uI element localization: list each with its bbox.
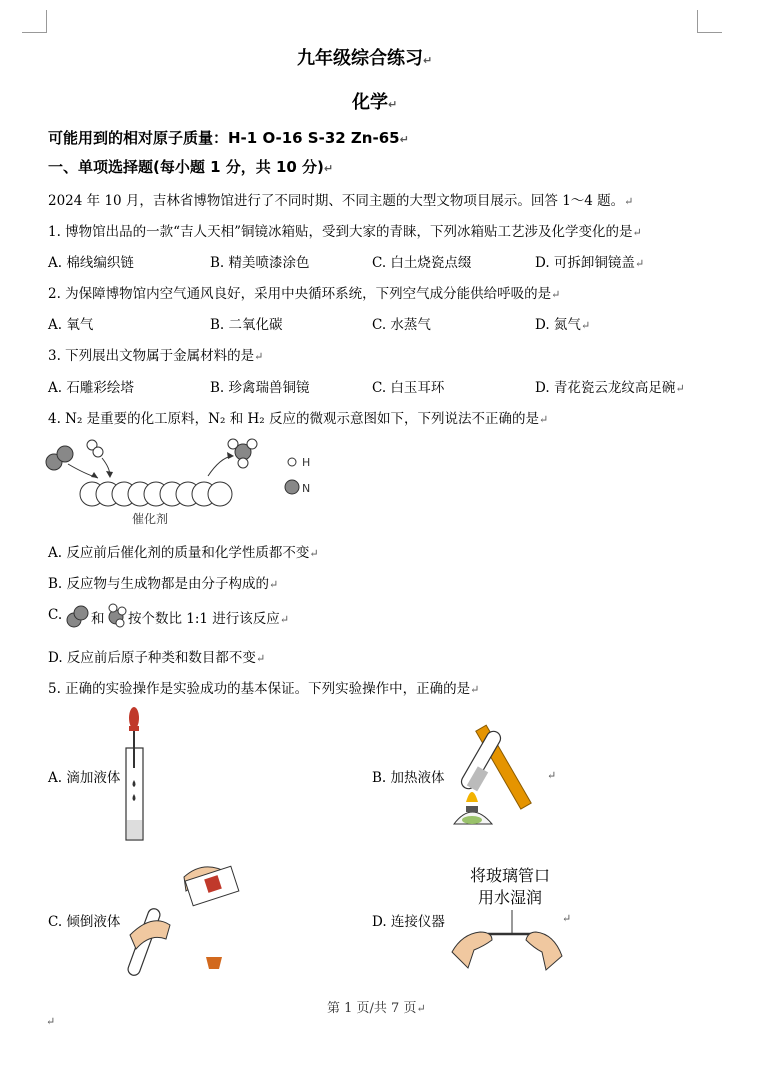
question-1-option-a: A. 棉线编织链 <box>48 255 134 271</box>
question-3-stem: 3. 下列展出文物属于金属材料的是↵ <box>48 348 264 364</box>
heating-illustration <box>452 718 552 830</box>
atomic-masses-line: 可能用到的相对原子质量：H-1 O-16 S-32 Zn-65↵ <box>48 129 409 147</box>
reaction-diagram <box>40 436 340 531</box>
crop-mark-top-right <box>697 10 722 33</box>
intro-text: 2024 年 10 月，吉林省博物馆进行了不同时期、不同主题的大型文物项目展示。回答 1～4 题。↵ <box>48 193 634 209</box>
question-3-option-a: A. 石雕彩绘塔 <box>48 380 134 396</box>
catalyst-surface <box>80 482 232 506</box>
section-heading: 一、单项选择题(每小题 1 分，共 10 分)↵ <box>48 158 334 176</box>
question-5-figure-d-caption-2: 用水湿润 <box>478 888 543 907</box>
question-2-option-d: D. 氮气↵ <box>535 317 591 333</box>
question-5-option-b: B. 加热液体 <box>372 770 445 786</box>
subject-title: 化学↵ <box>352 92 398 113</box>
pouring-illustration <box>128 855 248 980</box>
question-4-option-b: B. 反应物与生成物都是由分子构成的↵ <box>48 576 279 592</box>
n2-molecule-icon <box>66 605 90 627</box>
question-5-figure-d-caption-1: 将玻璃管口 <box>470 866 551 885</box>
question-4-option-c-and: 和 <box>91 611 105 627</box>
question-2-option-a: A. 氧气 <box>48 317 94 333</box>
catalyst-label: 催化剂 <box>132 512 169 526</box>
question-4-stem: 4. N₂ 是重要的化工原料，N₂ 和 H₂ 反应的微观示意图如下，下列说法不正确的是↵ <box>48 411 549 427</box>
end-mark: ↵ <box>46 1015 56 1028</box>
question-5-option-b-mark: ↵ <box>547 769 557 782</box>
h2-molecule <box>87 440 103 457</box>
question-3-option-c: C. 白玉耳环 <box>372 380 445 396</box>
page-footer: 第 1 页/共 7 页↵ <box>327 1001 426 1016</box>
question-5-option-d-mark: ↵ <box>562 912 572 925</box>
page-title: 九年级综合练习↵ <box>297 48 433 69</box>
nh3-molecule-icon <box>106 603 128 627</box>
crop-mark-top-left <box>22 10 47 33</box>
question-5-option-a: A. 滴加液体 <box>48 770 121 786</box>
question-5-option-c: C. 倾倒液体 <box>48 914 121 930</box>
question-1-option-d: D. 可拆卸铜镜盖↵ <box>535 255 645 271</box>
nh3-molecule <box>228 439 257 468</box>
question-2-option-b: B. 二氧化碳 <box>210 317 283 333</box>
question-2-stem: 2. 为保障博物馆内空气通风良好，采用中央循环系统，下列空气成分能供给呼吸的是↵ <box>48 286 561 302</box>
question-1-stem: 1. 博物馆出品的一款“吉人天相”铜镜冰箱贴，受到大家的青睐，下列冰箱贴工艺涉及化学变化的是↵ <box>48 224 642 240</box>
question-4-option-c-text: 按个数比 1:1 进行该反应↵ <box>128 611 290 627</box>
question-1-option-b: B. 精美喷漆涂色 <box>210 255 310 271</box>
question-3-option-d: D. 青花瓷云龙纹高足碗↵ <box>535 380 685 396</box>
question-3-option-b: B. 珍禽瑞兽铜镜 <box>210 380 310 396</box>
dropper-illustration <box>118 702 158 844</box>
n2-molecule <box>46 446 73 470</box>
question-5-stem: 5. 正确的实验操作是实验成功的基本保证。下列实验操作中，正确的是↵ <box>48 681 480 697</box>
question-4-option-a: A. 反应前后催化剂的质量和化学性质都不变↵ <box>48 545 319 561</box>
question-4-option-c: C. <box>48 607 63 623</box>
connecting-illustration <box>448 908 566 972</box>
question-4-option-d: D. 反应前后原子种类和数目都不变↵ <box>48 650 266 666</box>
question-1-option-c: C. 白土烧瓷点缀 <box>372 255 472 271</box>
question-2-option-c: C. 水蒸气 <box>372 317 431 333</box>
legend-n-label: N <box>302 482 311 495</box>
question-5-option-d: D. 连接仪器 <box>372 914 445 930</box>
legend-h-label: H <box>302 456 311 469</box>
